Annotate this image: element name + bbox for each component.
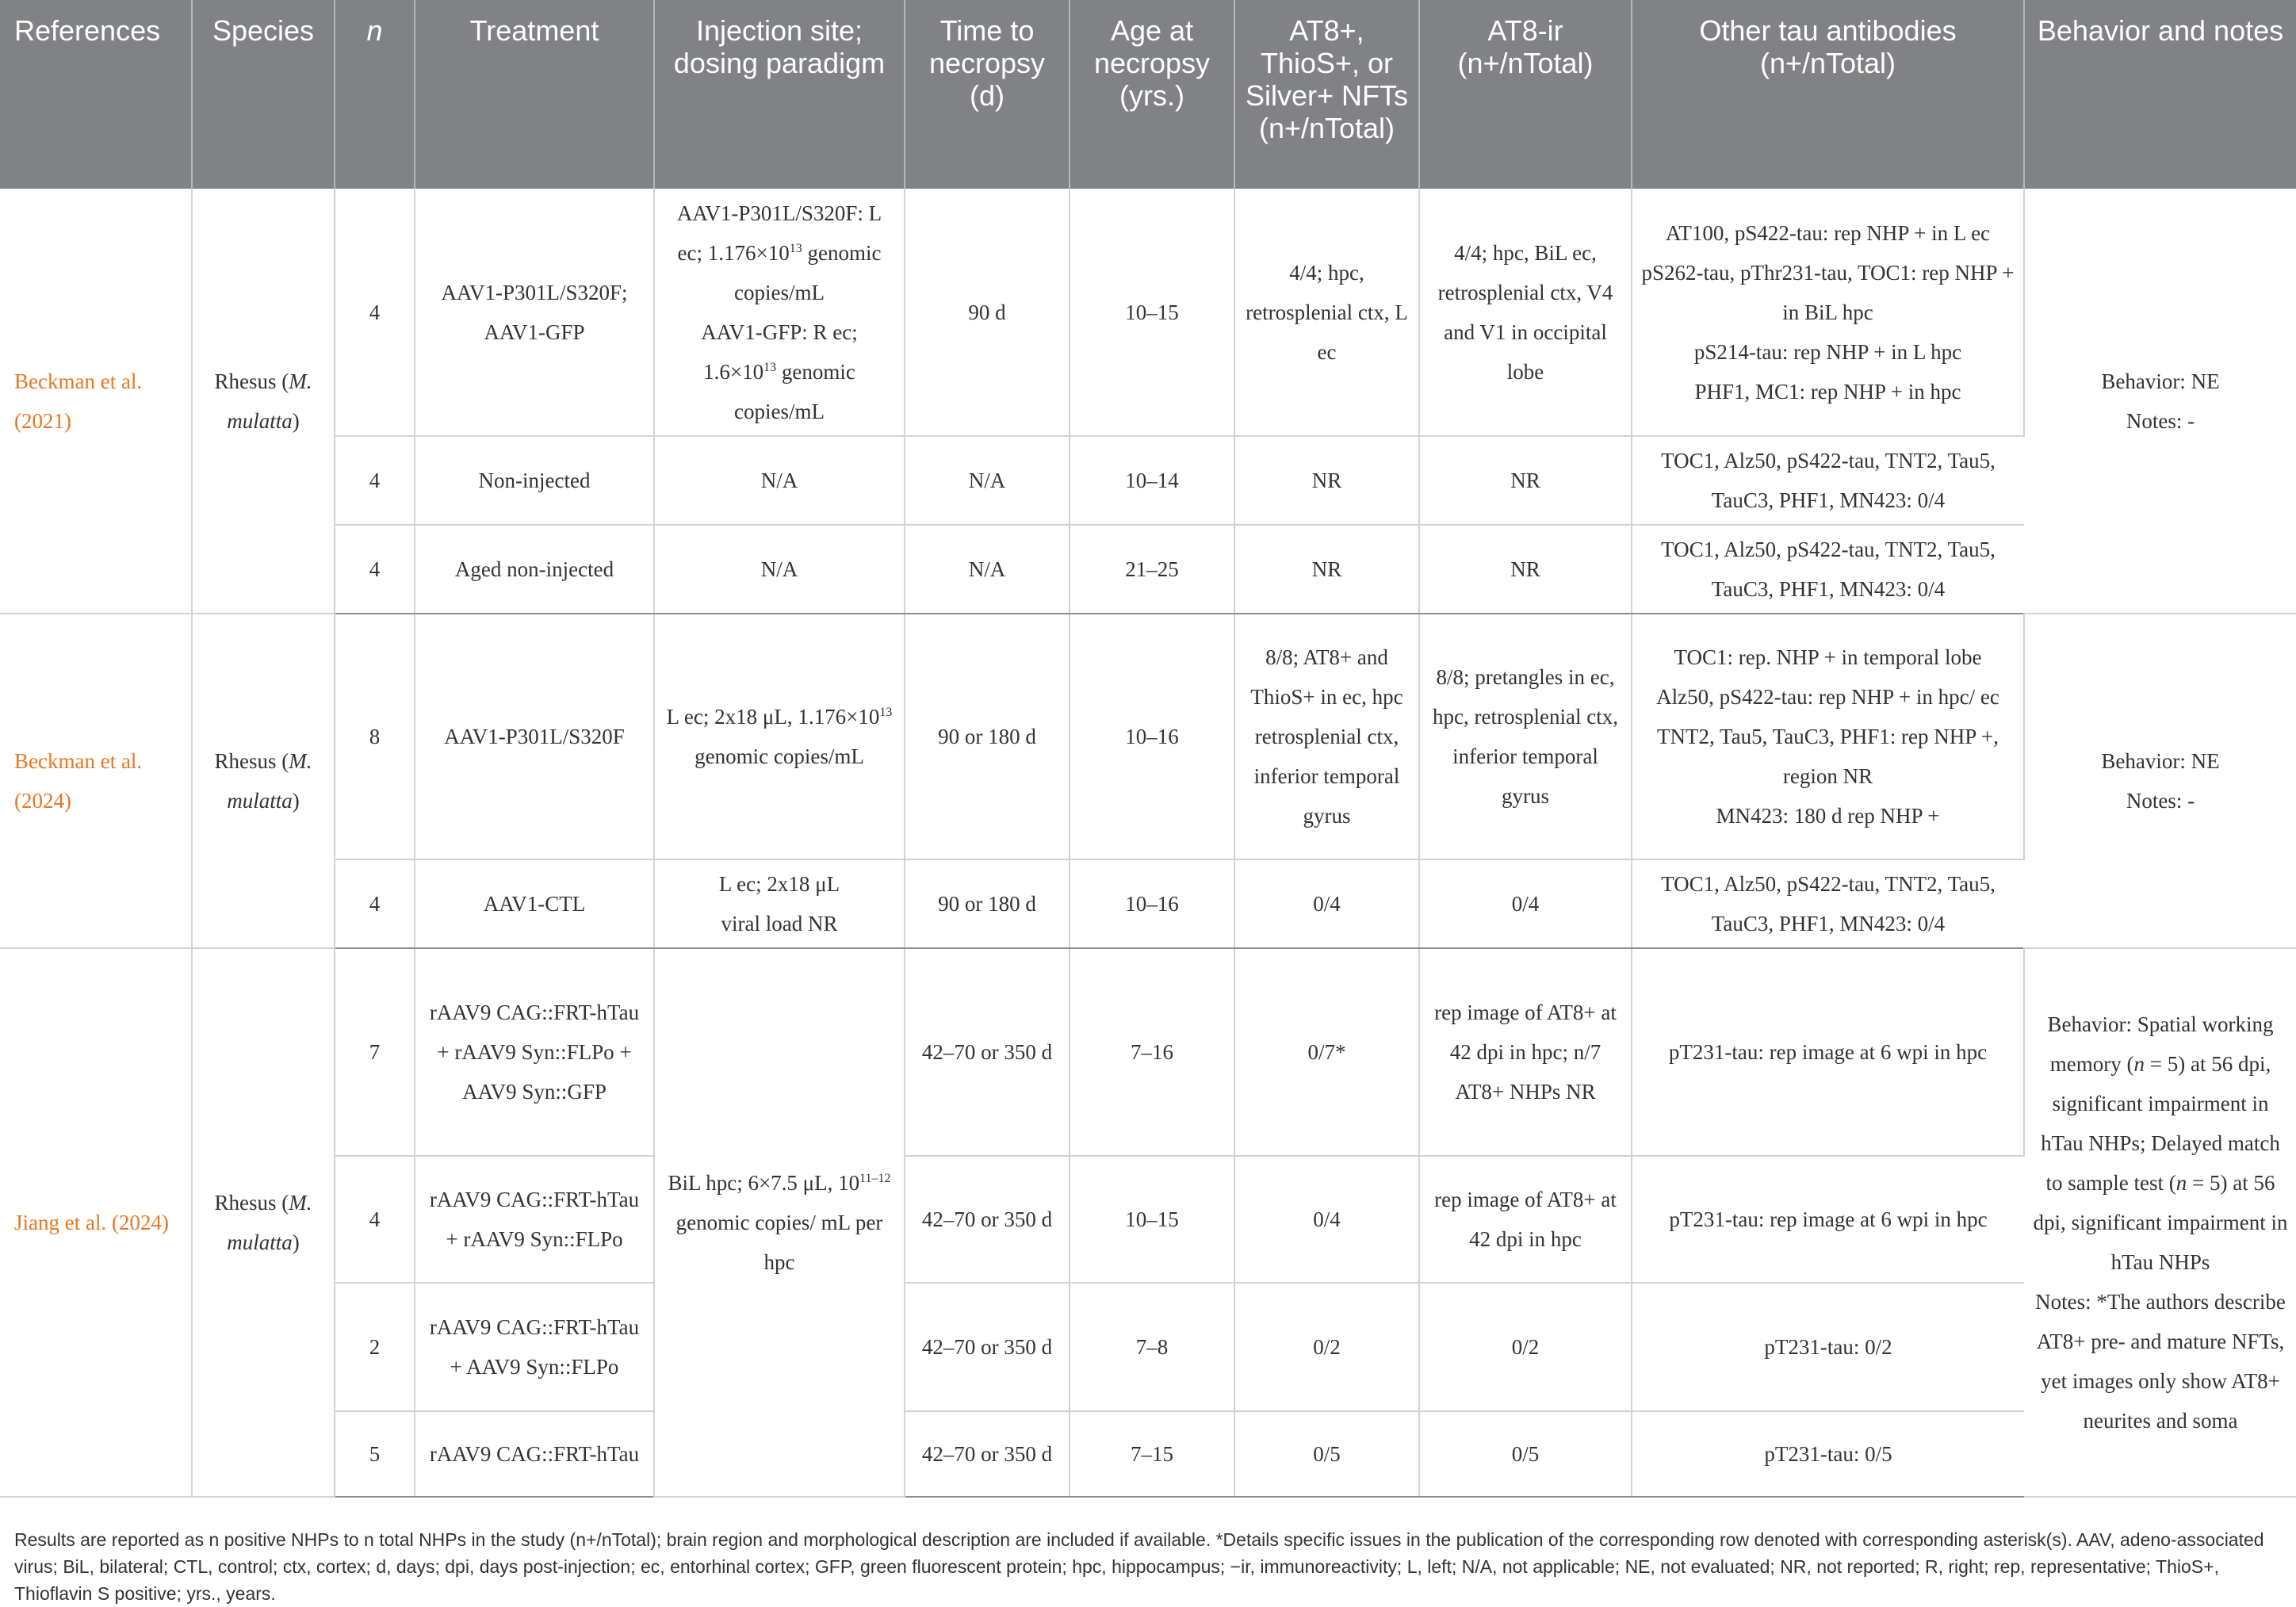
at8-cell: NR xyxy=(1419,525,1632,614)
other-tau-cell: pT231-tau: rep image at 6 wpi in hpc xyxy=(1632,948,2024,1156)
reference-link[interactable]: Beckman et al. (2021) xyxy=(0,189,192,614)
col-header-other-tau-antibodies: Other tau antibodies (n+/nTotal) xyxy=(1632,0,2024,189)
species-cell: Rhesus (M. mulatta) xyxy=(192,189,335,614)
other-tau-cell: AT100, pS422-tau: rep NHP + in L ec pS262-tau, pThr231-tau, TOC1: rep NHP + in BiL hpc pS214-tau: rep NHP + in L hpc PHF1, MC1: rep NHP + in hpc xyxy=(1632,189,2024,436)
other-tau-cell: pT231-tau: rep image at 6 wpi in hpc xyxy=(1632,1156,2024,1283)
table-row xyxy=(0,859,2296,948)
n-cell: 4 xyxy=(335,859,415,948)
n-cell: 4 xyxy=(335,1156,415,1283)
time-cell: 42–70 or 350 d xyxy=(905,1156,1070,1283)
table-row xyxy=(0,1283,2296,1411)
table-row xyxy=(0,436,2296,525)
at8-cell: 8/8; pretangles in ec, hpc, retrosplenial ctx, inferior temporal gyrus xyxy=(1419,614,1632,859)
treatment-cell: AAV1-P301L/S320F; AAV1-GFP xyxy=(415,189,654,436)
table-row xyxy=(0,614,2296,859)
table-row xyxy=(0,189,2296,436)
treatment-cell: AAV1-P301L/S320F xyxy=(415,614,654,859)
col-header-species: Species xyxy=(192,0,335,189)
species-cell: Rhesus (M. mulatta) xyxy=(192,614,335,948)
n-cell: 5 xyxy=(335,1411,415,1497)
time-cell: 90 or 180 d xyxy=(905,614,1070,859)
col-header-treatment: Treatment xyxy=(415,0,654,189)
at8-cell: rep image of AT8+ at 42 dpi in hpc xyxy=(1419,1156,1632,1283)
at8-cell: 0/4 xyxy=(1419,859,1632,948)
nfts-cell: NR xyxy=(1234,436,1419,525)
at8-cell: 0/2 xyxy=(1419,1283,1632,1411)
other-tau-cell: TOC1: rep. NHP + in temporal lobe Alz50, pS422-tau: rep NHP + in hpc/ ec TNT2, Tau5, TauC3, PHF1: rep NHP +, region NR MN423: 180 d rep NHP + xyxy=(1632,614,2024,859)
time-cell: 42–70 or 350 d xyxy=(905,948,1070,1156)
col-header-nfts: AT8+, ThioS+, or Silver+ NFTs (n+/nTotal) xyxy=(1234,0,1419,189)
species-cell: Rhesus (M. mulatta) xyxy=(192,948,335,1497)
time-cell: N/A xyxy=(905,436,1070,525)
other-tau-cell: pT231-tau: 0/5 xyxy=(1632,1411,2024,1497)
behavior-notes-cell: Behavior: NE Notes: - xyxy=(2024,614,2296,948)
table-row xyxy=(0,525,2296,614)
table-footnote: Results are reported as n positive NHPs to n total NHPs in the study (n+/nTotal); brain region and morphological description are included if available. *Details specific issues in the publication of the corresponding row denoted with corresponding asterisk(s). AAV, adeno-associated virus; BiL, bilateral; CTL, control; ctx, cortex; d, days; dpi, days post-injection; ec, entorhinal cortex; GFP, green fluorescent protein; hpc, hippocampus; −ir, immunoreactivity; L, left; N/A, not applicable; NE, not evaluated; NR, not reported; R, right; rep, representative; ThioS+, Thioflavin S positive; yrs., years. xyxy=(14,1529,2264,1604)
age-cell: 7–8 xyxy=(1070,1283,1234,1411)
treatment-cell: rAAV9 CAG::FRT-hTau xyxy=(415,1411,654,1497)
n-cell: 8 xyxy=(335,614,415,859)
injection-cell: L ec; 2x18 μL, $1.176\times 10^{13}$ genomic copies/mL xyxy=(654,614,905,859)
nfts-cell: 4/4; hpc, retrosplenial ctx, L ec xyxy=(1234,189,1419,436)
treatment-cell: Non-injected xyxy=(415,436,654,525)
age-cell: 10–15 xyxy=(1070,189,1234,436)
nfts-cell: 0/2 xyxy=(1234,1283,1419,1411)
col-header-behavior-notes: Behavior and notes xyxy=(2024,0,2296,189)
col-header-age-at-necropsy: Age at necropsy (yrs.) xyxy=(1070,0,1234,189)
injection-cell: N/A xyxy=(654,525,905,614)
col-header-time-to-necropsy: Time to necropsy (d) xyxy=(905,0,1070,189)
treatment-cell: AAV1-CTL xyxy=(415,859,654,948)
table-row xyxy=(0,1411,2296,1497)
time-cell: 90 d xyxy=(905,189,1070,436)
col-header-n: n xyxy=(335,0,415,189)
col-header-references: References xyxy=(0,0,192,189)
at8-cell: rep image of AT8+ at 42 dpi in hpc; n/7 AT8+ NHPs NR xyxy=(1419,948,1632,1156)
age-cell: 10–15 xyxy=(1070,1156,1234,1283)
injection-cell: AAV1-P301L/S320F: L ec; $1.176\times 10^{13}$ genomic copies/mL AAV1-GFP: R ec; $1.6\times 10^{13}$ genomic copies/mL xyxy=(654,189,905,436)
other-tau-cell: TOC1, Alz50, pS422-tau, TNT2, Tau5, TauC3, PHF1, MN423: 0/4 xyxy=(1632,859,2024,948)
other-tau-cell: TOC1, Alz50, pS422-tau, TNT2, Tau5, TauC3, PHF1, MN423: 0/4 xyxy=(1632,436,2024,525)
n-cell: 4 xyxy=(335,189,415,436)
age-cell: 7–15 xyxy=(1070,1411,1234,1497)
treatment-cell: rAAV9 CAG::FRT-hTau + AAV9 Syn::FLPo xyxy=(415,1283,654,1411)
table-row xyxy=(0,948,2296,1156)
table-row xyxy=(0,1156,2296,1283)
col-header-at8-ir: AT8-ir (n+/nTotal) xyxy=(1419,0,1632,189)
nfts-cell: 0/4 xyxy=(1234,1156,1419,1283)
other-tau-cell: pT231-tau: 0/2 xyxy=(1632,1283,2024,1411)
treatment-cell: rAAV9 CAG::FRT-hTau + rAAV9 Syn::FLPo + AAV9 Syn::GFP xyxy=(415,948,654,1156)
nfts-cell: 0/5 xyxy=(1234,1411,1419,1497)
nfts-cell: NR xyxy=(1234,525,1419,614)
age-cell: 10–16 xyxy=(1070,859,1234,948)
at8-cell: NR xyxy=(1419,436,1632,525)
behavior-notes-cell: Behavior: Spatial working memory (n = 5) at 56 dpi, significant impairment in hTau NHPs; Delayed match to sample test (n = 5) at 56 dpi, significant impairment in hTau NHPs Notes: *The authors describe AT8+ pre- and mature NFTs, yet images only show AT8+ neurites and soma xyxy=(2024,948,2296,1497)
col-header-injection-site: Injection site; dosing paradigm xyxy=(654,0,905,189)
injection-cell: N/A xyxy=(654,436,905,525)
time-cell: N/A xyxy=(905,525,1070,614)
time-cell: 90 or 180 d xyxy=(905,859,1070,948)
injection-cell: BiL hpc; 6×7.5 μL, 10$^{11-12}$ genomic copies/ mL per hpc xyxy=(654,948,905,1497)
header-row xyxy=(0,0,2296,189)
treatment-cell: rAAV9 CAG::FRT-hTau + rAAV9 Syn::FLPo xyxy=(415,1156,654,1283)
time-cell: 42–70 or 350 d xyxy=(905,1411,1070,1497)
reference-link[interactable]: Beckman et al. (2024) xyxy=(0,614,192,948)
reference-link[interactable]: Jiang et al. (2024) xyxy=(0,948,192,1497)
nfts-cell: 0/7* xyxy=(1234,948,1419,1156)
other-tau-cell: TOC1, Alz50, pS422-tau, TNT2, Tau5, TauC3, PHF1, MN423: 0/4 xyxy=(1632,525,2024,614)
injection-cell: L ec; 2x18 μL viral load NR xyxy=(654,859,905,948)
nfts-cell: 0/4 xyxy=(1234,859,1419,948)
age-cell: 10–16 xyxy=(1070,614,1234,859)
age-cell: 10–14 xyxy=(1070,436,1234,525)
at8-cell: 0/5 xyxy=(1419,1411,1632,1497)
n-cell: 4 xyxy=(335,525,415,614)
n-cell: 7 xyxy=(335,948,415,1156)
behavior-notes-cell: Behavior: NE Notes: - xyxy=(2024,189,2296,614)
treatment-cell: Aged non-injected xyxy=(415,525,654,614)
n-cell: 2 xyxy=(335,1283,415,1411)
age-cell: 21–25 xyxy=(1070,525,1234,614)
n-cell: 4 xyxy=(335,436,415,525)
nfts-cell: 8/8; AT8+ and ThioS+ in ec, hpc retrosplenial ctx, inferior temporal gyrus xyxy=(1234,614,1419,859)
time-cell: 42–70 or 350 d xyxy=(905,1283,1070,1411)
age-cell: 7–16 xyxy=(1070,948,1234,1156)
at8-cell: 4/4; hpc, BiL ec, retrosplenial ctx, V4 and V1 in occipital lobe xyxy=(1419,189,1632,436)
